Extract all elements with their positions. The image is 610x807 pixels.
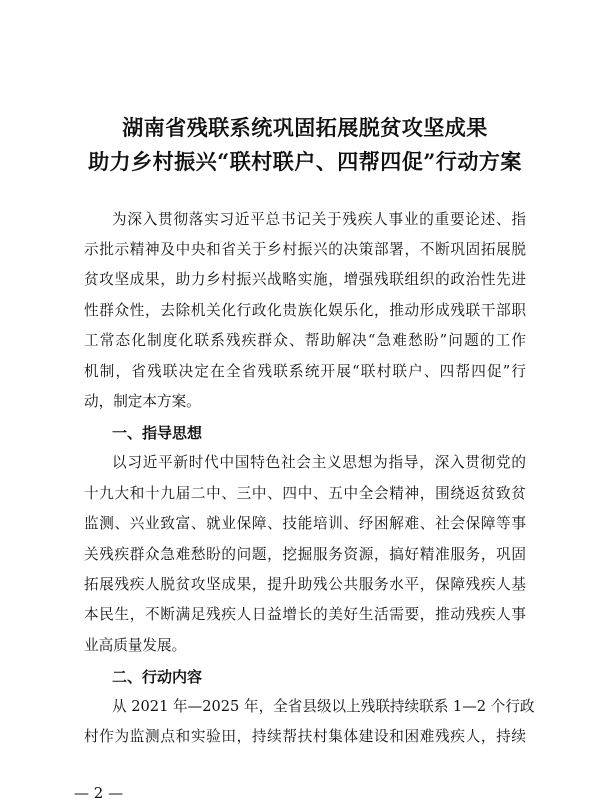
intro-line: 示批示精神及中央和省关于乡村振兴的决策部署，不断巩固拓展脱 — [84, 241, 526, 258]
document-title-line-2: 助力乡村振兴“联村联户、四帮四促”行动方案 — [88, 149, 522, 174]
section1-line: 十九大和十九届二中、三中、四中、五中全会精神，围绕返贫致贫 — [84, 485, 526, 502]
section1-line: 以习近平新时代中国特色社会主义思想为指导，深入贯彻党的 — [112, 454, 526, 471]
section-heading-guiding-ideology: 一、指导思想 — [112, 424, 203, 442]
section-heading-action-content: 二、行动内容 — [112, 668, 203, 686]
section1-line: 业高质量发展。 — [84, 637, 187, 654]
section1-line: 本民生，不断满足残疾人日益增长的美好生活需要，推动残疾人事 — [84, 606, 526, 623]
intro-line: 性群众性，去除机关化行政化贵族化娱乐化，推动形成残联干部职 — [84, 302, 526, 319]
intro-line: 机制，省残联决定在全省残联系统开展“联村联户、四帮四促”行 — [84, 363, 526, 380]
intro-line: 为深入贯彻落实习近平总书记关于残疾人事业的重要论述、指 — [112, 211, 526, 228]
section1-line: 监测、兴业致富、就业保障、技能培训、纾困解难、社会保障等事 — [84, 515, 526, 532]
document-title-line-1: 湖南省残联系统巩固拓展脱贫攻坚成果 — [122, 115, 488, 140]
intro-line: 工常态化制度化联系残疾群众、帮助解决“急难愁盼”问题的工作 — [84, 332, 526, 349]
section1-line: 拓展残疾人脱贫攻坚成果，提升助残公共服务水平，保障残疾人基 — [84, 576, 526, 593]
section1-line: 关残疾群众急难愁盼的问题，挖掘服务资源，搞好精准服务，巩固 — [84, 546, 526, 563]
page-number: — 2 — — [74, 784, 124, 802]
intro-line: 贫攻坚成果，助力乡村振兴战略实施，增强残联组织的政治性先进 — [84, 271, 526, 288]
intro-line: 动，制定本方案。 — [84, 393, 201, 410]
section2-line: 村作为监测点和实验田，持续帮扶村集体建设和困难残疾人，持续 — [84, 728, 526, 745]
section2-line: 从 2021 年—2025 年，全省县级以上残联持续联系 1—2 个行政 — [112, 698, 535, 715]
